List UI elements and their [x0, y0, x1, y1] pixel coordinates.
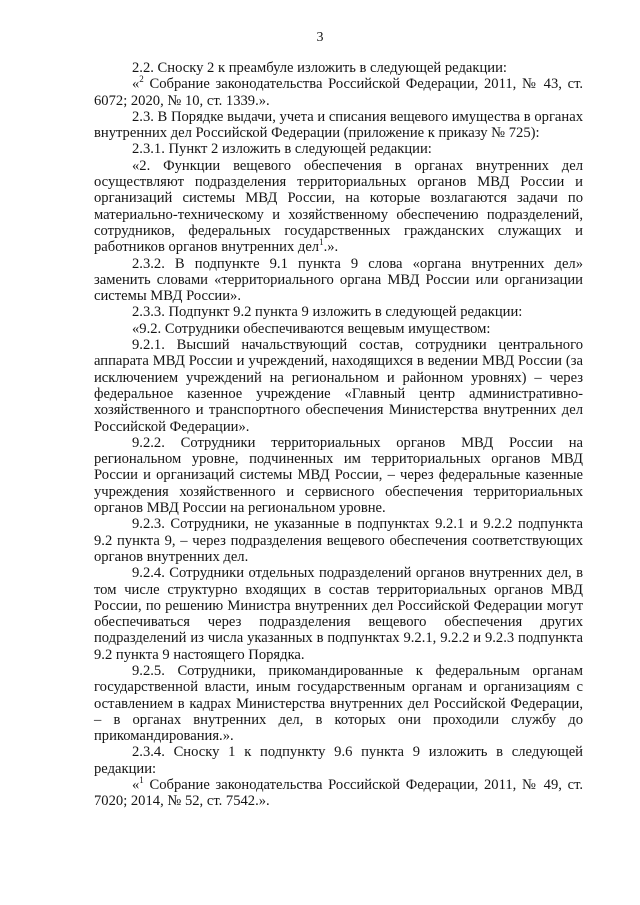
paragraph-9-2-5: 9.2.5. Сотрудники, прикомандированные к федеральным органам государственной власти, иным государственным органам и организациям с оставлением в кадрах Министерства внутренних дел Российской Федерации, – в органах внутренних дел, в которых они проходили службу до прикомандирования.».: [94, 662, 583, 745]
paragraph-point-2: «2. Функции вещевого обеспечения в органах внутренних дел осуществляют подразделения территориальных органов МВД России и организаций системы МВД России, на которые возлагаются задачи по материально-техническому и хозяйственному обеспечению подразделений, сотрудников, федеральных государственных гражданских служащих и работников органов внутренних дел$^1$.».: [94, 157, 583, 256]
paragraph-9-2-2: 9.2.2. Сотрудники территориальных органов МВД России на региональном уровне, подчиненных им территориальных органов МВД России и организаций системы МВД России, – через федеральные казенные учреждения хозяйственного и сервисного обеспечения территориальных органов МВД России на региональном уровне.: [94, 434, 583, 517]
paragraph-2-3: 2.3. В Порядке выдачи, учета и списания вещевого имущества в органах внутренних дел Российской Федерации (приложение к приказу № 725):: [94, 108, 583, 142]
page-number: 3: [316, 30, 324, 45]
footnote-1-text: «$^1$ Собрание законодательства Российской Федерации, 2011, № 49, ст. 7020; 2014, № 52, ст. 7542.».: [94, 775, 583, 810]
footnote-marker: 1: [139, 775, 144, 786]
document-body: [94, 60, 583, 810]
paragraph-2-3-2: 2.3.2. В подпункте 9.1 пункта 9 слова «органа внутренних дел» заменить словами «территориального органа МВД России или организации системы МВД России».: [94, 255, 583, 305]
footnote-marker: 1: [319, 237, 324, 248]
paragraph-9-2-4: 9.2.4. Сотрудники отдельных подразделений органов внутренних дел, в том числе структурно входящих в состав территориальных органов МВД России, по решению Министра внутренних дел Российской Федерации могут обеспечиваться через подразделения вещевого обеспечения других подразделений из числа указанных в подпунктах 9.2.1, 9.2.2 и 9.2.3 подпункта 9.2 пункта 9 настоящего Порядка.: [94, 565, 583, 663]
paragraph-2-3-4: 2.3.4. Сноску 1 к подпункту 9.6 пункта 9 изложить в следующей редакции:: [94, 744, 583, 777]
paragraph-9-2-1: 9.2.1. Высший начальствующий состав, сотрудники центрального аппарата МВД России и учреждений, находящихся в ведении МВД России (за исключением учреждений на региональном и районном уровнях) – через федеральное казенное учреждение «Главный центр административно-хозяйственного и транспортного обеспечения Министерства внутренних дел Российской Федерации».: [94, 337, 583, 435]
paragraph-2-3-1: 2.3.1. Пункт 2 изложить в следующей редакции:: [132, 141, 432, 158]
footnote-2-text: «$^2$ Собрание законодательства Российской Федерации, 2011, № 43, ст. 6072; 2020, № 10, ст. 1339.».: [94, 74, 583, 109]
paragraph-9-2-3: 9.2.3. Сотрудники, не указанные в подпунктах 9.2.1 и 9.2.2 подпункта 9.2 пункта 9, – через подразделения вещевого обеспечения соответствующих органов внутренних дел.: [94, 516, 583, 565]
paragraph-9-2: «9.2. Сотрудники обеспечиваются вещевым имуществом:: [132, 320, 491, 337]
footnote-marker: 2: [139, 74, 144, 85]
paragraph-2-2: 2.2. Сноску 2 к преамбуле изложить в следующей редакции:: [132, 60, 507, 76]
paragraph-2-3-3: 2.3.3. Подпункт 9.2 пункта 9 изложить в следующей редакции:: [132, 304, 523, 321]
